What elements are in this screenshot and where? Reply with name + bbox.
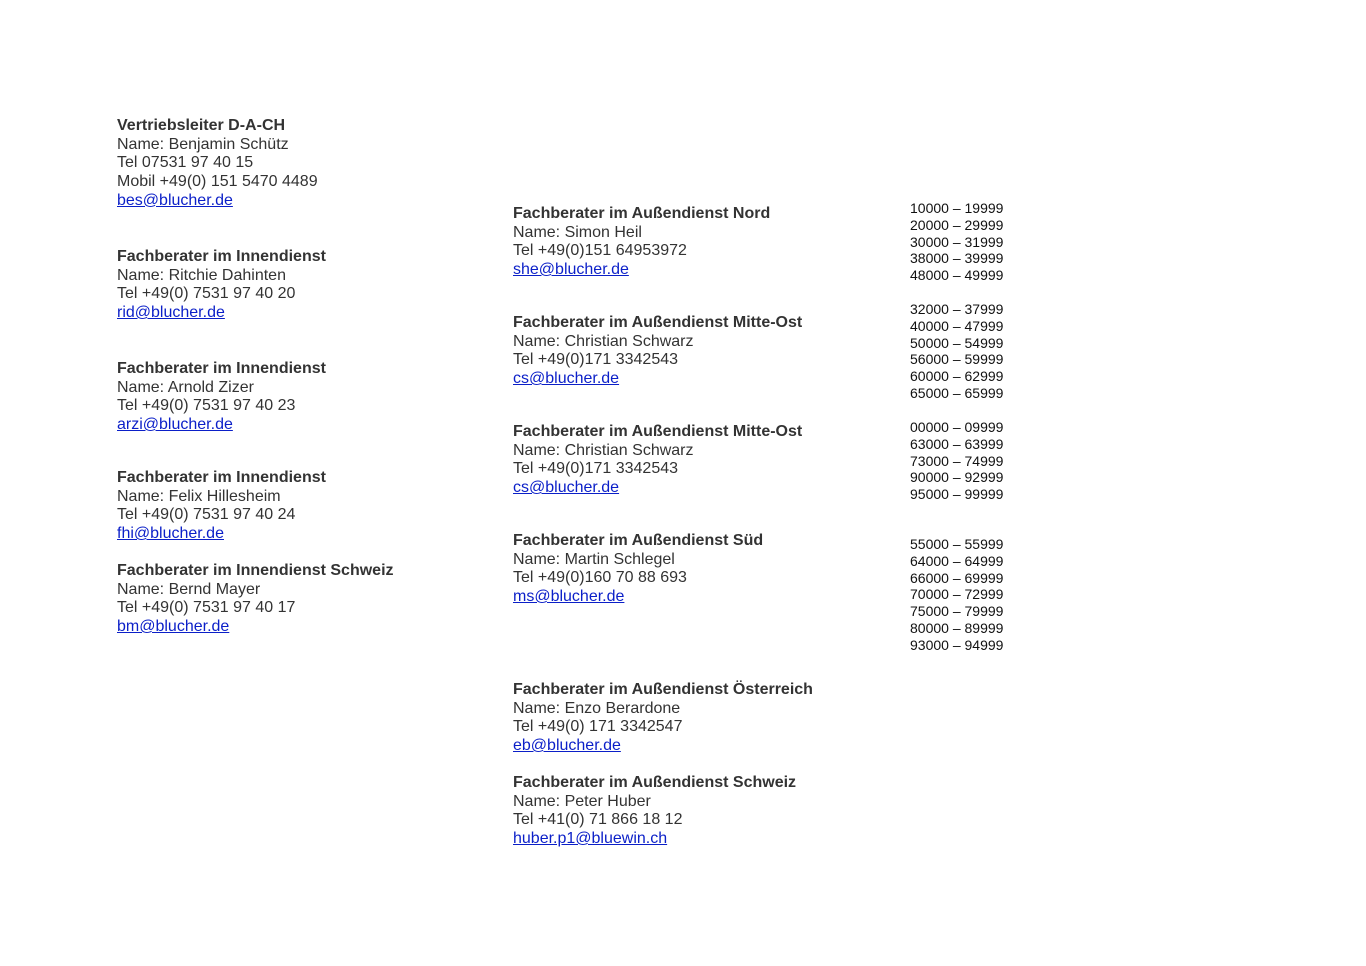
postal-range: 63000 – 63999 [910, 435, 1004, 452]
postal-range: 80000 – 89999 [910, 619, 1004, 636]
contact-phone: Tel +49(0) 7531 97 40 24 [117, 506, 296, 524]
postal-ranges-mitte-ost-1 [910, 301, 1003, 402]
contact-title: Fachberater im Außendienst Süd [513, 532, 764, 549]
postal-range: 90000 – 92999 [910, 469, 1004, 486]
contact-name: Name: Benjamin Schütz [117, 135, 289, 153]
postal-range: 93000 – 94999 [910, 636, 1004, 653]
contact-phone: Tel +49(0)160 70 88 693 [513, 569, 687, 587]
postal-range: 55000 – 55999 [910, 536, 1004, 552]
postal-range: 64000 – 64999 [910, 552, 1004, 569]
contact-name: Name: Felix Hillesheim [117, 487, 281, 505]
postal-range: 00000 – 09999 [910, 419, 1004, 435]
postal-ranges-sued [910, 536, 1003, 654]
contact-phone: Tel +49(0) 7531 97 40 20 [117, 285, 296, 303]
contact-card-vertriebsleiter [117, 117, 318, 211]
postal-range: 50000 – 54999 [910, 334, 1004, 351]
contact-email-link[interactable]: she@blucher.de [513, 261, 629, 279]
contact-title: Vertriebsleiter D-A-CH [117, 117, 286, 134]
contact-card-innendienst-3 [117, 469, 326, 544]
contact-card-innendienst-schweiz [117, 562, 394, 637]
contact-card-aussendienst-oesterreich [513, 681, 813, 756]
contact-phone: Tel +49(0)171 3342543 [513, 351, 679, 369]
contact-email-link[interactable]: eb@blucher.de [513, 737, 621, 755]
contact-title: Fachberater im Außendienst Österreich [513, 681, 813, 698]
postal-range: 60000 – 62999 [910, 368, 1004, 385]
contact-phone: Tel +49(0) 7531 97 40 23 [117, 397, 296, 415]
contact-email-link[interactable]: rid@blucher.de [117, 304, 225, 322]
postal-range: 66000 – 69999 [910, 569, 1004, 586]
postal-range: 73000 – 74999 [910, 452, 1004, 469]
contact-email-link[interactable]: huber.p1@bluewin.ch [513, 830, 668, 848]
postal-range: 40000 – 47999 [910, 317, 1004, 334]
contact-phone: Tel +49(0)171 3342543 [513, 460, 679, 478]
contact-card-aussendienst-mitte-ost-2 [513, 423, 802, 498]
contact-card-aussendienst-mitte-ost-1 [513, 314, 802, 389]
contact-phone: Tel +49(0) 7531 97 40 17 [117, 599, 296, 617]
postal-ranges-mitte-ost-2 [910, 419, 1003, 503]
contact-title: Fachberater im Innendienst [117, 248, 326, 265]
postal-range: 32000 – 37999 [910, 301, 1004, 317]
contact-card-aussendienst-nord [513, 205, 770, 280]
postal-range: 10000 – 19999 [910, 200, 1004, 216]
contact-name: Name: Martin Schlegel [513, 550, 675, 568]
contact-card-aussendienst-sued [513, 532, 763, 607]
contact-email-link[interactable]: arzi@blucher.de [117, 416, 233, 434]
contact-name: Name: Christian Schwarz [513, 332, 694, 350]
postal-range: 20000 – 29999 [910, 216, 1004, 233]
contact-name: Name: Peter Huber [513, 792, 651, 810]
contact-name: Name: Simon Heil [513, 223, 642, 241]
contact-name: Name: Ritchie Dahinten [117, 266, 286, 284]
contact-title: Fachberater im Außendienst Mitte-Ost [513, 314, 803, 331]
contact-title: Fachberater im Innendienst Schweiz [117, 562, 394, 579]
postal-range: 70000 – 72999 [910, 586, 1004, 603]
postal-range: 56000 – 59999 [910, 351, 1004, 368]
postal-ranges-nord [910, 200, 1003, 284]
contact-phone: Tel +49(0) 171 3342547 [513, 718, 683, 736]
postal-range: 65000 – 65999 [910, 384, 1004, 401]
postal-range: 75000 – 79999 [910, 603, 1004, 620]
contact-phone: Tel +41(0) 71 866 18 12 [513, 811, 683, 829]
contact-name: Name: Arnold Zizer [117, 378, 254, 396]
contact-email-link[interactable]: cs@blucher.de [513, 370, 620, 388]
contact-mobile: Mobil +49(0) 151 5470 4489 [117, 173, 318, 191]
contact-card-aussendienst-schweiz [513, 774, 796, 849]
contact-card-innendienst-2 [117, 360, 326, 435]
contact-title: Fachberater im Außendienst Schweiz [513, 774, 797, 791]
postal-range: 95000 – 99999 [910, 486, 1004, 503]
postal-range: 38000 – 39999 [910, 250, 1004, 267]
contact-title: Fachberater im Außendienst Nord [513, 205, 771, 222]
contact-email-link[interactable]: fhi@blucher.de [117, 525, 224, 543]
contact-name: Name: Christian Schwarz [513, 441, 694, 459]
contact-email-link[interactable]: ms@blucher.de [513, 588, 625, 606]
contact-card-innendienst-1 [117, 248, 326, 323]
contact-name: Name: Enzo Berardone [513, 699, 681, 717]
contact-phone: Tel 07531 97 40 15 [117, 154, 254, 172]
postal-range: 48000 – 49999 [910, 267, 1004, 284]
contact-email-link[interactable]: bes@blucher.de [117, 191, 233, 209]
contact-email-link[interactable]: cs@blucher.de [513, 479, 620, 497]
contact-title: Fachberater im Innendienst [117, 360, 326, 377]
contact-name: Name: Bernd Mayer [117, 580, 261, 598]
contact-phone: Tel +49(0)151 64953972 [513, 242, 687, 260]
contact-title: Fachberater im Außendienst Mitte-Ost [513, 423, 803, 440]
postal-range: 30000 – 31999 [910, 233, 1004, 250]
contact-email-link[interactable]: bm@blucher.de [117, 618, 230, 636]
contact-title: Fachberater im Innendienst [117, 469, 326, 486]
